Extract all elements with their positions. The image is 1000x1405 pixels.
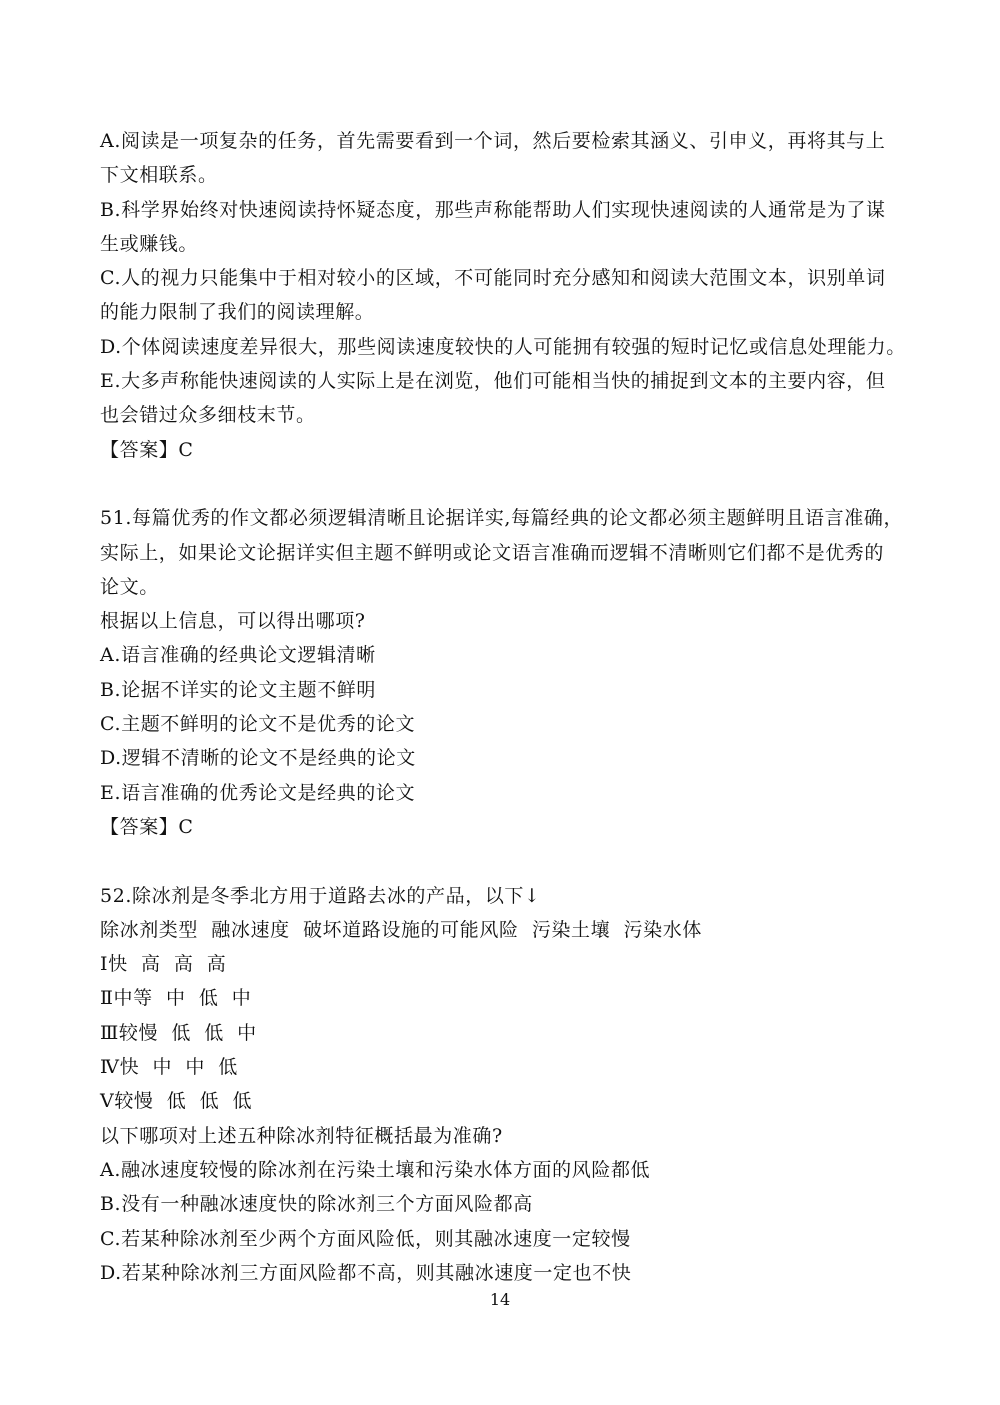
q51-option-c: C.主题不鲜明的论文不是优秀的论文 (100, 713, 416, 736)
q50-option-e-line2: 也会错过众多细枝末节。 (100, 404, 316, 427)
q52-option-d: D.若某种除冰剂三方面风险都不高，则其融冰速度一定也不快 (100, 1261, 632, 1284)
q51-option-a: A.语言准确的经典论文逻辑清晰 (100, 644, 376, 667)
q52-table-row: Ⅴ较慢 低 低 低 (100, 1090, 253, 1113)
q52-option-a: A.融冰速度较慢的除冰剂在污染土壤和污染水体方面的风险都低 (100, 1158, 651, 1181)
q52-table-row: Ⅰ快 高 高 高 (100, 953, 227, 976)
q51-option-d: D.逻辑不清晰的论文不是经典的论文 (100, 747, 416, 770)
q51-question: 根据以上信息，可以得出哪项? (100, 610, 366, 633)
q52-table-row: Ⅲ较慢 低 低 中 (100, 1021, 257, 1044)
q50-option-a-line2: 下文相联系。 (100, 164, 218, 187)
q50-option-b-line1: B.科学界始终对快速阅读持怀疑态度，那些声称能帮助人们实现快速阅读的人通常是为了谋 (100, 198, 886, 221)
page-content (100, 124, 910, 1290)
q50-option-c-line2: 的能力限制了我们的阅读理解。 (100, 301, 375, 324)
q50-answer: 【答案】C (100, 438, 194, 461)
q52-stem: 52.除冰剂是冬季北方用于道路去冰的产品，以下↓ (100, 884, 541, 907)
q50-option-d: D.个体阅读速度差异很大，那些阅读速度较快的人可能拥有较强的短时记忆或信息处理能力。 (100, 335, 906, 358)
q52-question: 以下哪项对上述五种除冰剂特征概括最为准确? (100, 1124, 503, 1147)
q50-option-a-line1: A.阅读是一项复杂的任务，首先需要看到一个词，然后要检索其涵义、引申义，再将其与上 (100, 130, 886, 152)
q51-stem-line2: 实际上，如果论文论据详实但主题不鲜明或论文语言准确而逻辑不清晰则它们都不是优秀的 (100, 541, 885, 564)
page-number: 14 (489, 1290, 511, 1309)
spacer (100, 844, 910, 878)
q51-option-b: B.论据不详实的论文主题不鲜明 (100, 678, 377, 701)
q51-stem-line3: 论文。 (100, 575, 159, 598)
q52-table-header: 除冰剂类型 融冰速度 破坏道路设施的可能风险 污染土壤 污染水体 (100, 918, 702, 941)
q52-table-row: Ⅳ快 中 中 低 (100, 1056, 238, 1079)
q51-option-e: E.语言准确的优秀论文是经典的论文 (100, 781, 416, 804)
q51-stem-line1: 51.每篇优秀的作文都必须逻辑清晰且论据详实,每篇经典的论文都必须主题鲜明且语言准确， (100, 507, 904, 530)
q50-option-b-line2: 生或赚钱。 (100, 232, 199, 255)
q50-option-e-line1: E.大多声称能快速阅读的人实际上是在浏览，他们可能相当快的捕捉到文本的主要内容，但 (100, 370, 886, 393)
q51-answer: 【答案】C (100, 815, 194, 838)
spacer (100, 467, 910, 501)
q50-option-c-line1: C.人的视力只能集中于相对较小的区域，不可能同时充分感知和阅读大范围文本，识别单词 (100, 267, 886, 290)
q52-option-c: C.若某种除冰剂至少两个方面风险低，则其融冰速度一定较慢 (100, 1227, 631, 1250)
q52-table-row: Ⅱ中等 中 低 中 (100, 987, 252, 1010)
q52-option-b: B.没有一种融冰速度快的除冰剂三个方面风险都高 (100, 1193, 533, 1216)
